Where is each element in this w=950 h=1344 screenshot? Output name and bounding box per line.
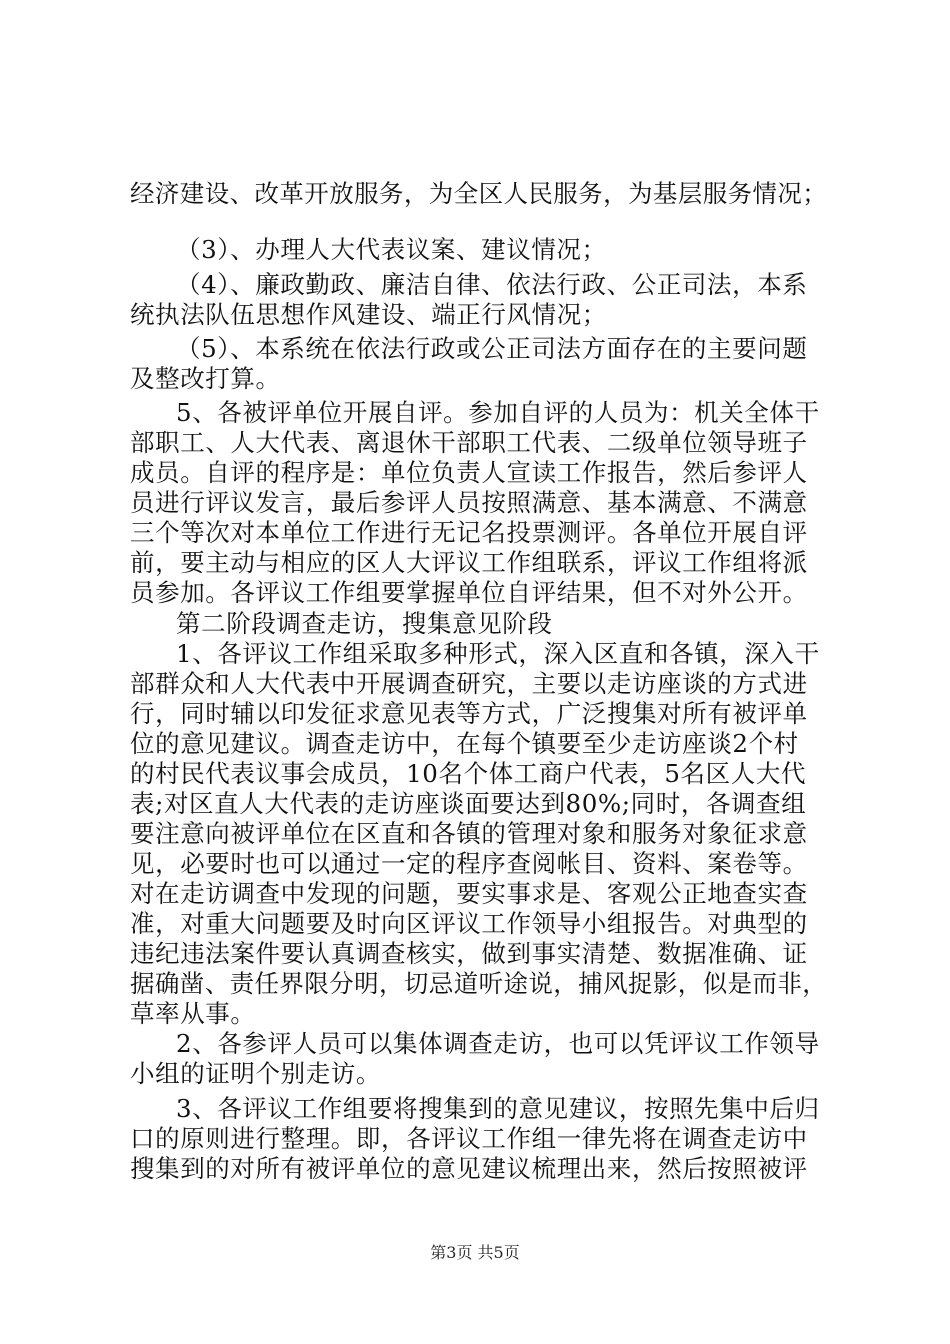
text-line: 前，要主动与相应的区人大评议工作组联系，评议工作组将派	[130, 548, 808, 577]
text-line: 见，必要时也可以通过一定的程序查阅帐目、资料、案卷等。	[130, 849, 808, 878]
text-line: 行，同时辅以印发征求意见表等方式，广泛搜集对所有被评单	[130, 699, 808, 728]
text-line: 表;对区直人大代表的走访座谈面要达到80%;同时，各调查组	[130, 789, 807, 818]
text-line: 位的意见建议。调查走访中，在每个镇要至少走访座谈2个村	[130, 729, 799, 758]
text-line: 员参加。各评议工作组要掌握单位自评结果，但不对外公开。	[130, 578, 808, 607]
text-line: 的村民代表议事会成员，10名个体工商户代表，5名区人大代	[130, 759, 807, 788]
text-line: 2、各参评人员可以集体调查走访，也可以凭评议工作领导	[176, 1029, 820, 1058]
text-line: 草率从事。	[130, 999, 256, 1028]
text-line: 违纪违法案件要认真调查核实，做到事实清楚、数据准确、证	[130, 939, 808, 968]
text-line: 搜集到的对所有被评单位的意见建议梳理出来，然后按照被评	[130, 1154, 808, 1183]
text-line: 部群众和人大代表中开展调查研究，主要以走访座谈的方式进	[130, 669, 808, 698]
text-line: 统执法队伍思想作风建设、端正行风情况；	[130, 300, 607, 329]
text-line: （4）、廉政勤政、廉洁自律、依法行政、公正司法，本系	[176, 270, 808, 299]
text-line: 小组的证明个别走访。	[130, 1059, 381, 1088]
text-line: 三个等次对本单位工作进行无记名投票测评。各单位开展自评	[130, 518, 808, 547]
text-line: 1、各评议工作组采取多种形式，深入区直和各镇，深入干	[176, 639, 820, 668]
text-line: 员进行评议发言，最后参评人员按照满意、基本满意、不满意	[130, 488, 808, 517]
text-line: 准，对重大问题要及时向区评议工作领导小组报告。对典型的	[130, 909, 808, 938]
text-line: 3、各评议工作组要将搜集到的意见建议，按照先集中后归	[176, 1094, 820, 1123]
text-line: 口的原则进行整理。即，各评议工作组一律先将在调查走访中	[130, 1124, 808, 1153]
text-line: 5、各被评单位开展自评。参加自评的人员为：机关全体干	[176, 398, 820, 427]
text-line: （3）、办理人大代表议案、建议情况；	[176, 235, 607, 264]
text-line: 部职工、人大代表、离退休干部职工代表、二级单位领导班子	[130, 428, 808, 457]
section-heading: 第二阶段调查走访，搜集意见阶段	[176, 609, 553, 638]
text-line: 据确凿、责任界限分明，切忌道听途说，捕风捉影，似是而非，	[130, 969, 828, 998]
page-number-footer: 第3页 共5页	[430, 1243, 520, 1262]
text-line: 对在走访调查中发现的问题，要实事求是、客观公正地查实查	[130, 879, 808, 908]
text-line: 要注意向被评单位在区直和各镇的管理对象和服务对象征求意	[130, 819, 808, 848]
text-line: （5）、本系统在依法行政或公正司法方面存在的主要问题	[176, 334, 808, 363]
text-line: 及整改打算。	[130, 364, 281, 393]
text-line: 经济建设、改革开放服务，为全区人民服务，为基层服务情况；	[130, 179, 828, 208]
text-line: 成员。自评的程序是：单位负责人宣读工作报告，然后参评人	[130, 458, 808, 487]
